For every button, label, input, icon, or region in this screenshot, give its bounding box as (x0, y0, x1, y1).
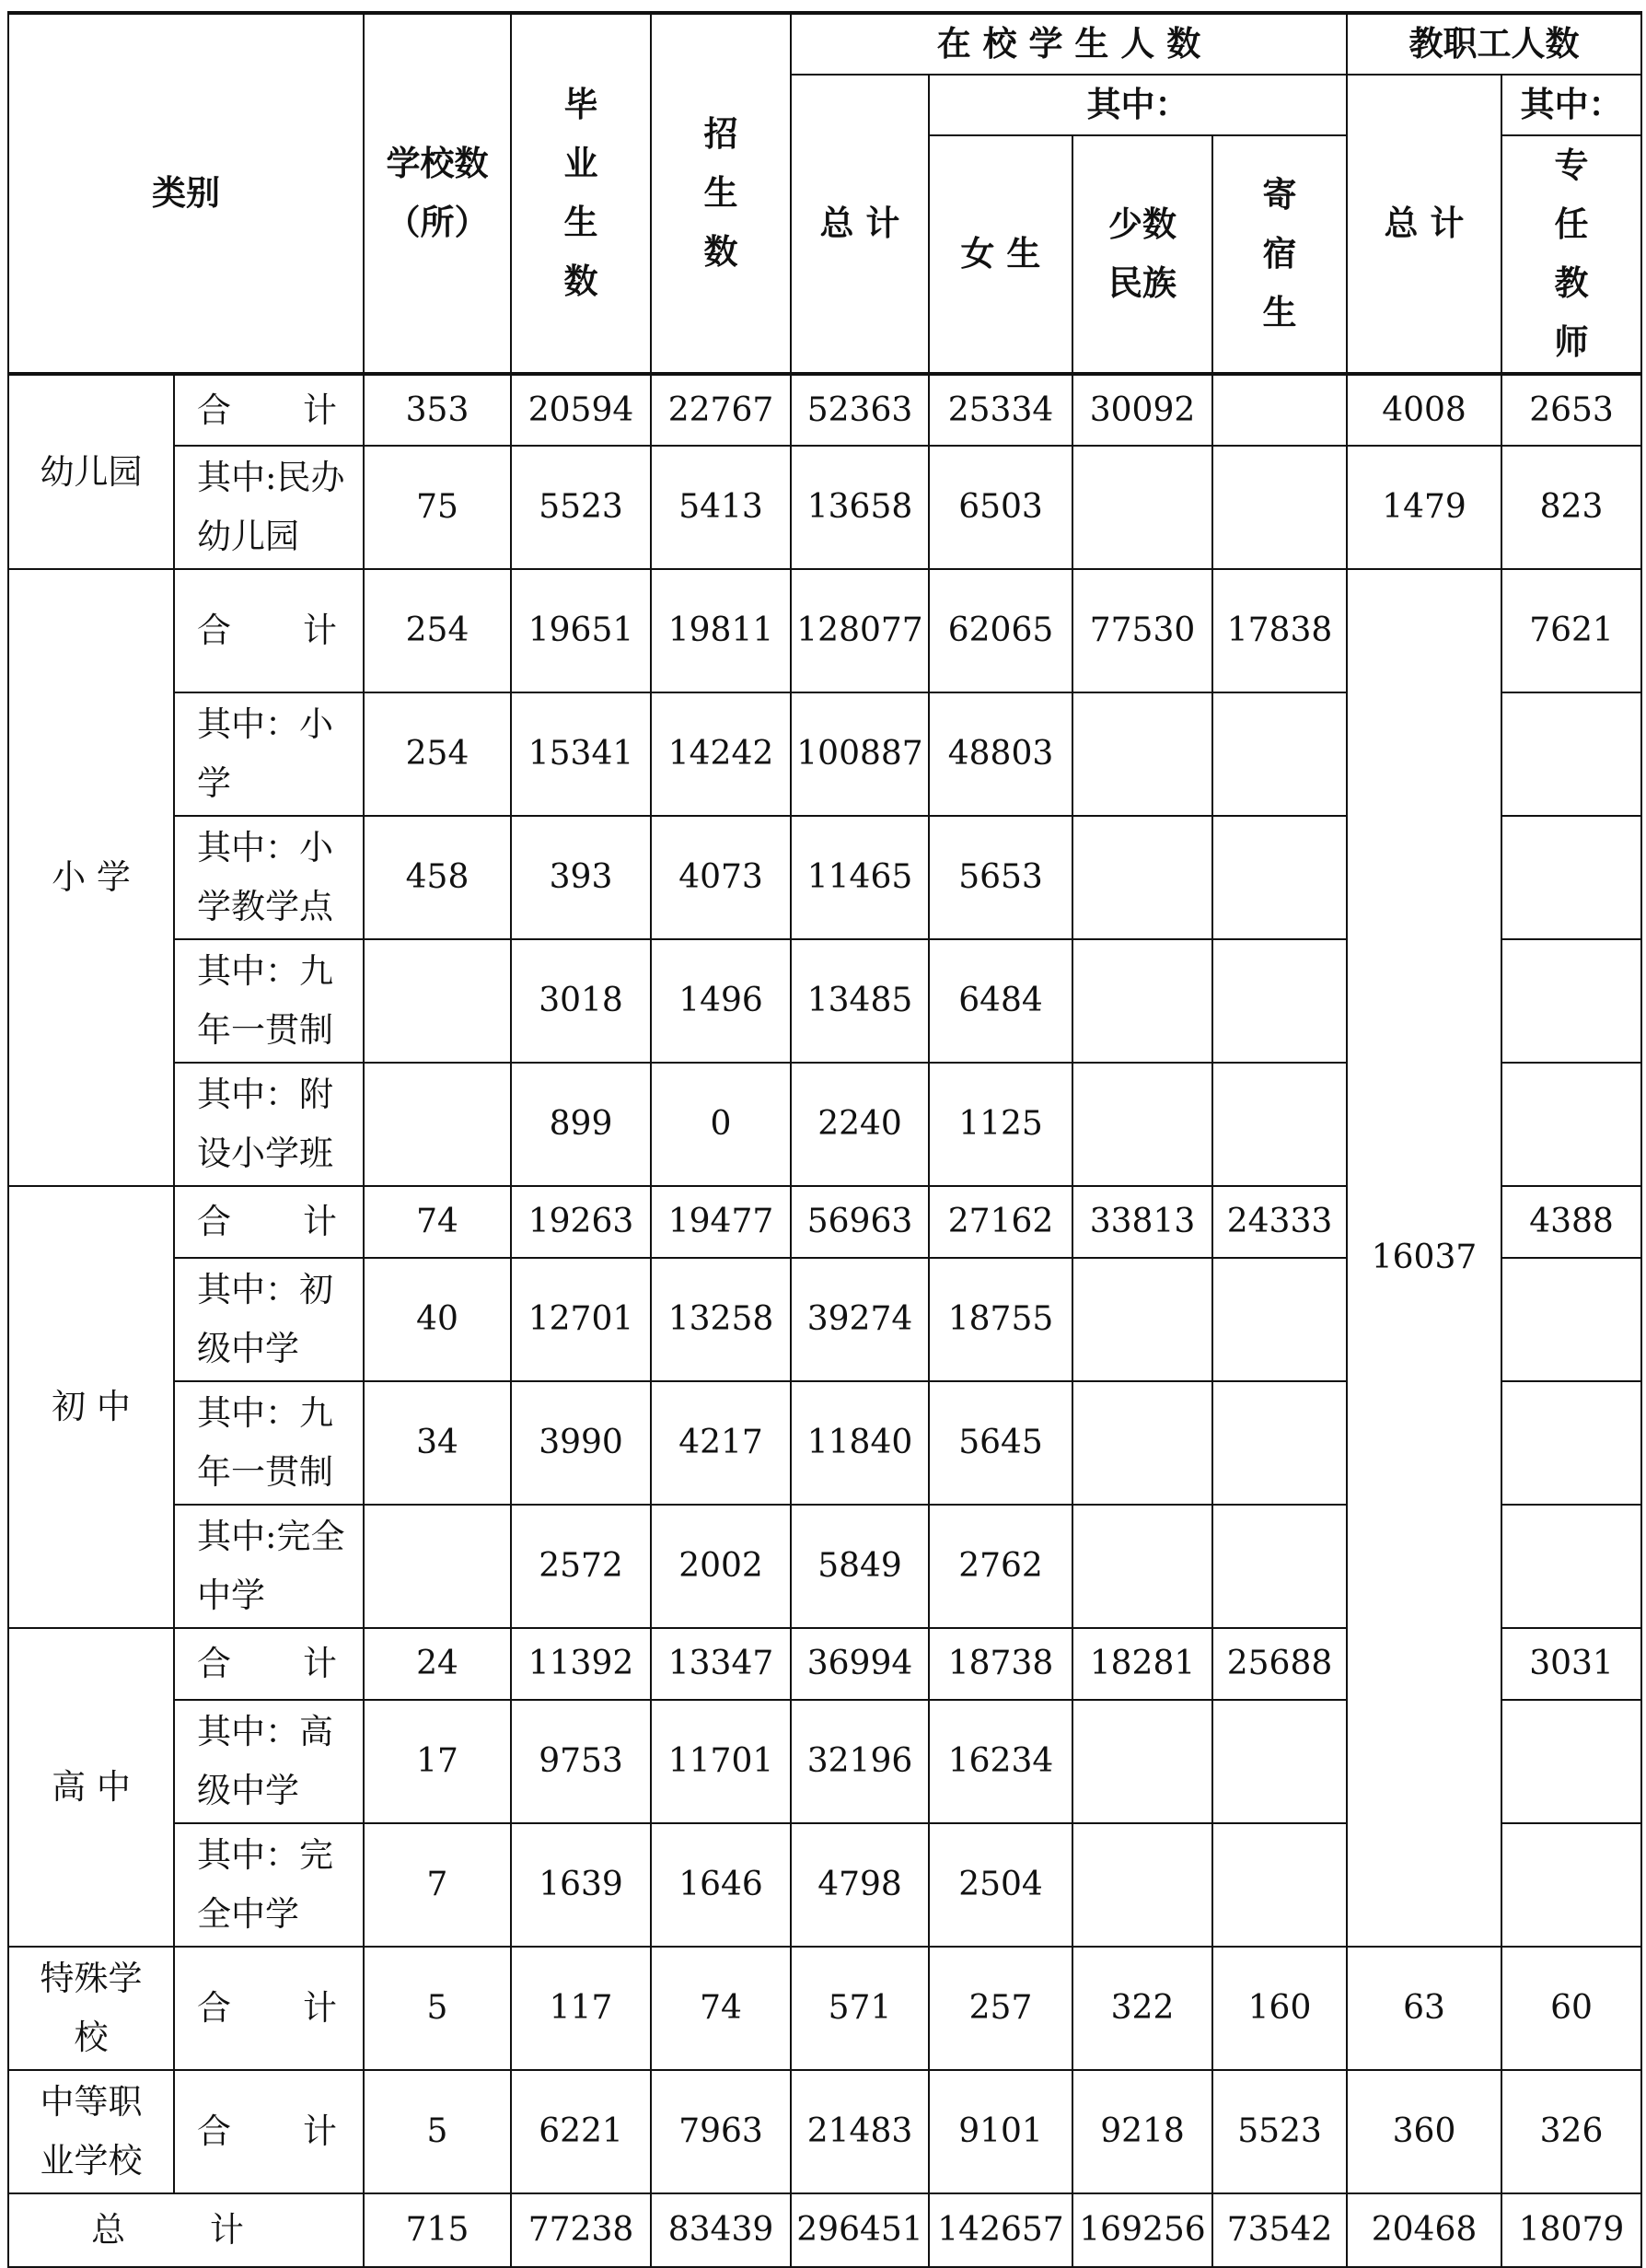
graduates-cell: 1639 (511, 1823, 651, 1947)
graduates-cell: 9753 (511, 1700, 651, 1823)
subcategory-cell: 其中：九年一贯制 (174, 939, 364, 1063)
enrollment-cell: 11701 (651, 1700, 791, 1823)
total-cell: 11840 (791, 1381, 929, 1505)
graduates-cell: 393 (511, 816, 651, 939)
header-in-school: 在 校 学 生 人 数 (791, 13, 1347, 75)
header-female: 女 生 (929, 135, 1072, 374)
female-cell: 62065 (929, 569, 1072, 692)
teachers-cell: 4388 (1501, 1186, 1641, 1258)
female-cell: 5653 (929, 816, 1072, 939)
graduates-cell: 19263 (511, 1186, 651, 1258)
table-row (8, 1947, 1641, 2070)
category-cell: 小 学 (8, 569, 174, 1186)
female-cell: 9101 (929, 2070, 1072, 2193)
total-cell: 571 (791, 1947, 929, 2070)
staff-total-cell: 360 (1347, 2070, 1501, 2193)
minority-cell (1072, 816, 1212, 939)
total-cell: 21483 (791, 2070, 929, 2193)
female-cell: 257 (929, 1947, 1072, 2070)
subcategory-cell: 其中：小学教学点 (174, 816, 364, 939)
category-cell: 特殊学校 (8, 1947, 174, 2070)
boarding-cell (1212, 939, 1347, 1063)
subcategory-cell: 合 计 (174, 2070, 364, 2193)
subcategory-cell: 合 计 (174, 1186, 364, 1258)
female-cell: 1125 (929, 1063, 1072, 1186)
schools-cell: 34 (364, 1381, 511, 1505)
total-cell: 5849 (791, 1505, 929, 1628)
boarding-cell (1212, 1063, 1347, 1186)
teachers-cell (1501, 1823, 1641, 1947)
teachers-cell: 7621 (1501, 569, 1641, 692)
total-cell: 4798 (791, 1823, 929, 1947)
minority-cell: 30092 (1072, 374, 1212, 446)
graduates-cell: 11392 (511, 1628, 651, 1700)
female-cell: 27162 (929, 1186, 1072, 1258)
enrollment-cell: 5413 (651, 446, 791, 569)
boarding-cell: 160 (1212, 1947, 1347, 2070)
minority-cell (1072, 1258, 1212, 1381)
female-cell: 2504 (929, 1823, 1072, 1947)
minority-cell: 33813 (1072, 1186, 1212, 1258)
minority-cell (1072, 446, 1212, 569)
total-cell: 11465 (791, 816, 929, 939)
merged-staff-total-cell: 16037 (1347, 569, 1501, 1947)
graduates-cell: 6221 (511, 2070, 651, 2193)
total-cell: 39274 (791, 1258, 929, 1381)
female-cell: 18755 (929, 1258, 1072, 1381)
teachers-cell (1501, 692, 1641, 816)
minority-cell (1072, 1063, 1212, 1186)
enrollment-cell: 19811 (651, 569, 791, 692)
subcategory-cell: 其中：小学 (174, 692, 364, 816)
schools-cell: 17 (364, 1700, 511, 1823)
header-minority: 少数民族 (1072, 135, 1212, 374)
teachers-cell: 2653 (1501, 374, 1641, 446)
category-cell: 中等职业学校 (8, 2070, 174, 2193)
subcategory-cell: 其中：九年一贯制 (174, 1381, 364, 1505)
minority-cell: 9218 (1072, 2070, 1212, 2193)
total-cell: 56963 (791, 1186, 929, 1258)
female-cell: 18738 (929, 1628, 1072, 1700)
total-cell: 32196 (791, 1700, 929, 1823)
minority-cell: 77530 (1072, 569, 1212, 692)
total-cell: 128077 (791, 569, 929, 692)
header-schools: 学校数（所） (364, 13, 511, 374)
total-cell: 52363 (791, 374, 929, 446)
header-graduates: 毕业生数 (511, 13, 651, 374)
teachers-cell (1501, 1381, 1641, 1505)
header-boarding: 寄宿生 (1212, 135, 1347, 374)
enrollment-cell: 1646 (651, 1823, 791, 1947)
minority-cell: 322 (1072, 1947, 1212, 2070)
subcategory-cell: 合 计 (174, 374, 364, 446)
enrollment-cell: 74 (651, 1947, 791, 2070)
schools-cell: 24 (364, 1628, 511, 1700)
grand-total-enrollment-cell: 83439 (651, 2193, 791, 2267)
schools-cell: 7 (364, 1823, 511, 1947)
header-category: 类别 (8, 13, 364, 374)
schools-cell: 254 (364, 569, 511, 692)
grand-total-total-cell: 296451 (791, 2193, 929, 2267)
subcategory-cell: 合 计 (174, 1628, 364, 1700)
boarding-cell: 24333 (1212, 1186, 1347, 1258)
grand-total-staff-total-cell: 20468 (1347, 2193, 1501, 2267)
category-cell: 高 中 (8, 1628, 174, 1947)
teachers-cell (1501, 1063, 1641, 1186)
subcategory-cell: 其中：完全中学 (174, 1823, 364, 1947)
boarding-cell (1212, 816, 1347, 939)
enrollment-cell: 19477 (651, 1186, 791, 1258)
graduates-cell: 899 (511, 1063, 651, 1186)
table-body (8, 374, 1641, 2267)
boarding-cell: 5523 (1212, 2070, 1347, 2193)
grand-total-row (8, 2193, 1641, 2267)
subcategory-cell: 其中:民办幼儿园 (174, 446, 364, 569)
graduates-cell: 117 (511, 1947, 651, 2070)
teachers-cell: 60 (1501, 1947, 1641, 2070)
boarding-cell (1212, 1823, 1347, 1947)
boarding-cell (1212, 692, 1347, 816)
subcategory-cell: 合 计 (174, 569, 364, 692)
boarding-cell: 17838 (1212, 569, 1347, 692)
boarding-cell (1212, 1381, 1347, 1505)
boarding-cell (1212, 1258, 1347, 1381)
minority-cell (1072, 1505, 1212, 1628)
grand-total-label: 总 计 (8, 2193, 364, 2267)
female-cell: 6503 (929, 446, 1072, 569)
boarding-cell (1212, 1700, 1347, 1823)
minority-cell (1072, 692, 1212, 816)
schools-cell: 40 (364, 1258, 511, 1381)
teachers-cell (1501, 1258, 1641, 1381)
teachers-cell: 326 (1501, 2070, 1641, 2193)
schools-cell: 74 (364, 1186, 511, 1258)
header-student-total: 总 计 (791, 75, 929, 374)
boarding-cell (1212, 446, 1347, 569)
grand-total-graduates-cell: 77238 (511, 2193, 651, 2267)
minority-cell (1072, 1700, 1212, 1823)
schools-cell: 353 (364, 374, 511, 446)
table-row (8, 569, 1641, 692)
teachers-cell (1501, 816, 1641, 939)
education-statistics-table (7, 11, 1642, 2268)
subcategory-cell: 合 计 (174, 1947, 364, 2070)
teachers-cell: 3031 (1501, 1628, 1641, 1700)
boarding-cell (1212, 374, 1347, 446)
minority-cell: 18281 (1072, 1628, 1212, 1700)
graduates-cell: 19651 (511, 569, 651, 692)
header-fulltime-teachers: 专任教师 (1501, 135, 1641, 374)
schools-cell: 458 (364, 816, 511, 939)
header-staff-of-which: 其中： (1501, 75, 1641, 135)
table-row (8, 2070, 1641, 2193)
enrollment-cell: 13347 (651, 1628, 791, 1700)
subcategory-cell: 其中：附设小学班 (174, 1063, 364, 1186)
teachers-cell (1501, 1505, 1641, 1628)
table-header (8, 13, 1641, 374)
enrollment-cell: 13258 (651, 1258, 791, 1381)
graduates-cell: 12701 (511, 1258, 651, 1381)
enrollment-cell: 2002 (651, 1505, 791, 1628)
minority-cell (1072, 1823, 1212, 1947)
grand-total-boarding-cell: 73542 (1212, 2193, 1347, 2267)
enrollment-cell: 14242 (651, 692, 791, 816)
subcategory-cell: 其中：初级中学 (174, 1258, 364, 1381)
total-cell: 100887 (791, 692, 929, 816)
female-cell: 48803 (929, 692, 1072, 816)
schools-cell: 254 (364, 692, 511, 816)
header-of-which: 其中： (929, 75, 1347, 135)
boarding-cell: 25688 (1212, 1628, 1347, 1700)
enrollment-cell: 22767 (651, 374, 791, 446)
header-enrollment: 招生数 (651, 13, 791, 374)
total-cell: 13658 (791, 446, 929, 569)
enrollment-cell: 4217 (651, 1381, 791, 1505)
grand-total-teachers-cell: 18079 (1501, 2193, 1641, 2267)
staff-total-cell: 63 (1347, 1947, 1501, 2070)
graduates-cell: 3990 (511, 1381, 651, 1505)
category-cell: 幼儿园 (8, 374, 174, 569)
schools-cell (364, 939, 511, 1063)
schools-cell: 5 (364, 1947, 511, 2070)
schools-cell (364, 1505, 511, 1628)
total-cell: 13485 (791, 939, 929, 1063)
total-cell: 2240 (791, 1063, 929, 1186)
teachers-cell: 823 (1501, 446, 1641, 569)
grand-total-schools-cell: 715 (364, 2193, 511, 2267)
enrollment-cell: 4073 (651, 816, 791, 939)
graduates-cell: 15341 (511, 692, 651, 816)
graduates-cell: 3018 (511, 939, 651, 1063)
enrollment-cell: 0 (651, 1063, 791, 1186)
schools-cell (364, 1063, 511, 1186)
table-row (8, 374, 1641, 446)
graduates-cell: 5523 (511, 446, 651, 569)
subcategory-cell: 其中:完全中学 (174, 1505, 364, 1628)
header-staff-total: 总 计 (1347, 75, 1501, 374)
teachers-cell (1501, 939, 1641, 1063)
schools-cell: 75 (364, 446, 511, 569)
grand-total-minority-cell: 169256 (1072, 2193, 1212, 2267)
subcategory-cell: 其中：高级中学 (174, 1700, 364, 1823)
teachers-cell (1501, 1700, 1641, 1823)
female-cell: 5645 (929, 1381, 1072, 1505)
graduates-cell: 20594 (511, 374, 651, 446)
header-staff: 教职工人数 (1347, 13, 1641, 75)
category-cell: 初 中 (8, 1186, 174, 1628)
female-cell: 2762 (929, 1505, 1072, 1628)
enrollment-cell: 7963 (651, 2070, 791, 2193)
female-cell: 16234 (929, 1700, 1072, 1823)
total-cell: 36994 (791, 1628, 929, 1700)
female-cell: 25334 (929, 374, 1072, 446)
graduates-cell: 2572 (511, 1505, 651, 1628)
table-row (8, 446, 1641, 569)
staff-total-cell: 4008 (1347, 374, 1501, 446)
minority-cell (1072, 939, 1212, 1063)
enrollment-cell: 1496 (651, 939, 791, 1063)
boarding-cell (1212, 1505, 1347, 1628)
schools-cell: 5 (364, 2070, 511, 2193)
grand-total-female-cell: 142657 (929, 2193, 1072, 2267)
staff-total-cell: 1479 (1347, 446, 1501, 569)
minority-cell (1072, 1381, 1212, 1505)
female-cell: 6484 (929, 939, 1072, 1063)
